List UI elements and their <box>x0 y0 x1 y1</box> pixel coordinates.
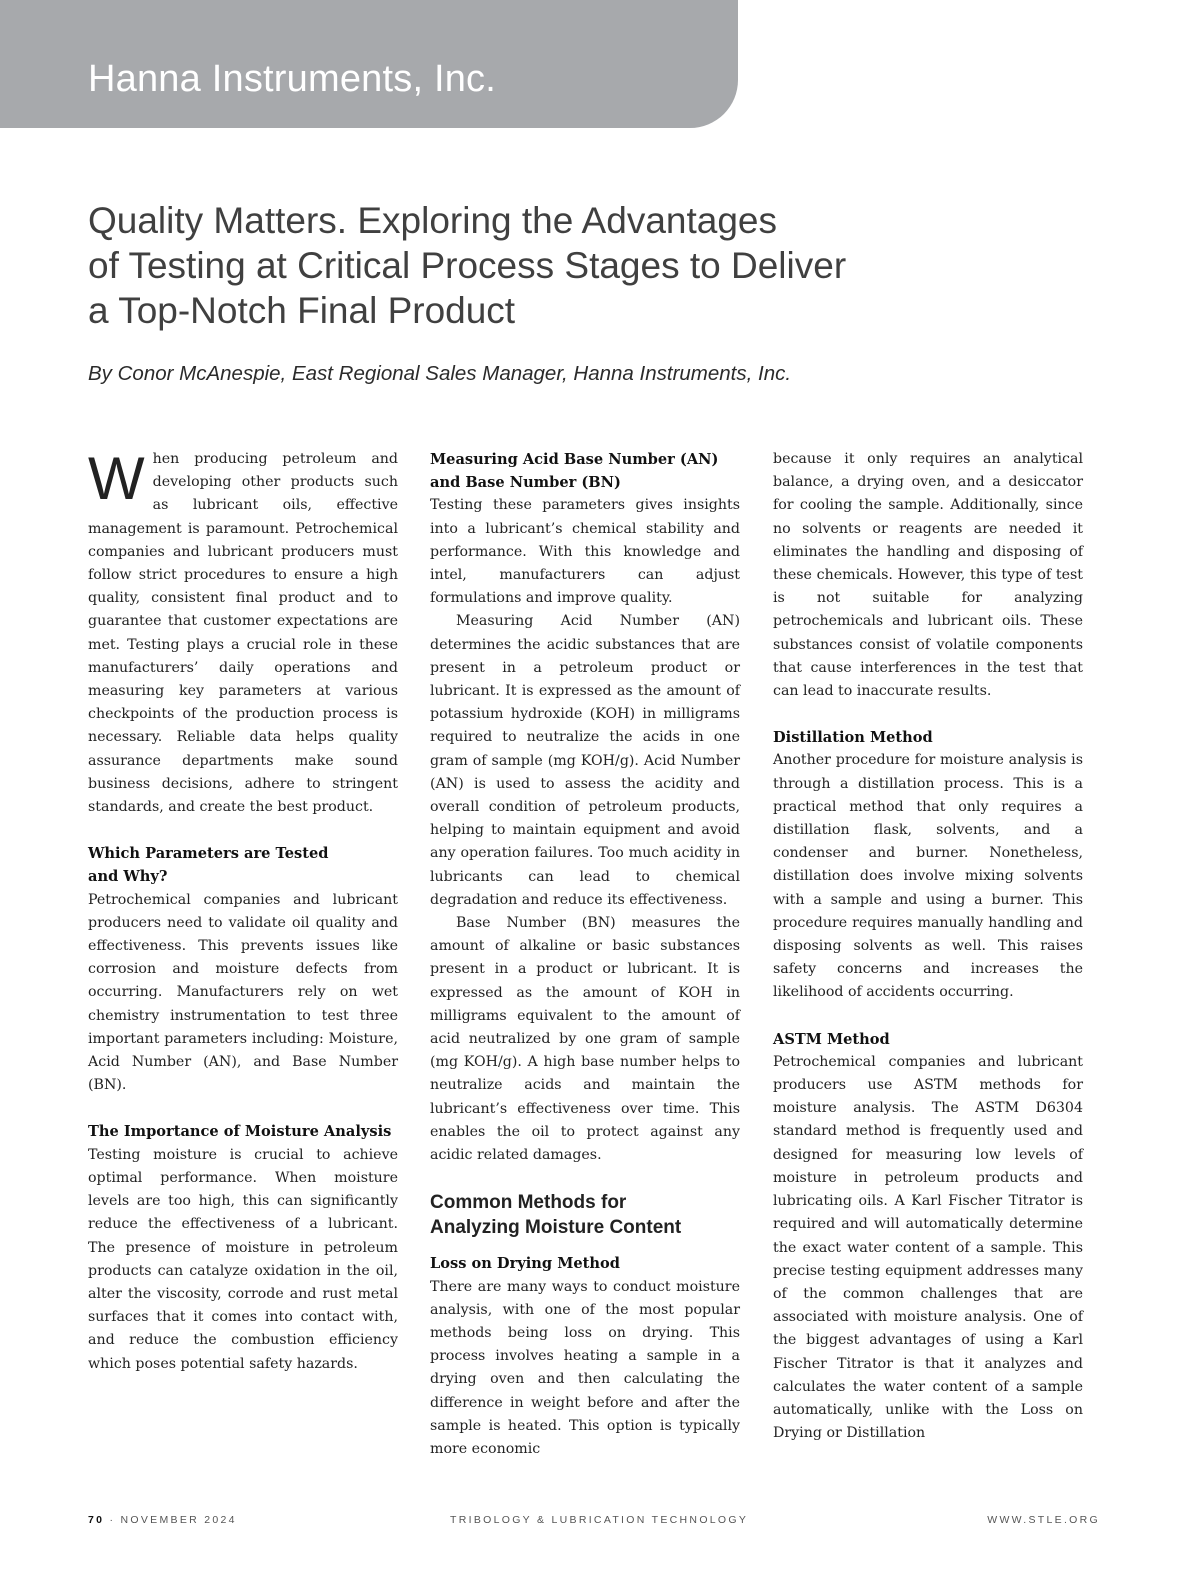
intro-text: hen producing petroleum and developing other products such as lubricant oils, effective management is paramount. Petrochemical companies and lubricant producers must follow strict procedures to ensure a high quality, consistent final product and to guarantee that customer expectations are met. Testing plays a crucial role in these manufacturers’ daily operations and measuring key parameters at various checkpoints of the production process is necessary. Reliable data helps quality assurance departments make sound business decisions, adhere to stringent standards, and create the best product. <box>88 451 398 816</box>
section-heading-parameters <box>88 842 398 888</box>
footer-page-info <box>88 1514 237 1526</box>
issue-date: NOVEMBER 2024 <box>120 1514 237 1526</box>
paragraph: Measuring Acid Number (AN) determines the acidic substances that are present in a petroleum product or lubricant. It is expressed as the amount of potassium hydroxide (KOH) in milligrams required to neutralize the acids in one gram of sample (mg KOH/g). Acid Number (AN) is used to assess the acidity and overall condition of petroleum products, helping to maintain equipment and avoid any operation failures. Too much acidity in lubricants can lead to chemical degradation and reduce its effectiveness. <box>430 613 740 908</box>
header-banner <box>0 0 738 128</box>
heading-line: and Why? <box>88 868 168 886</box>
page-footer <box>88 1514 1100 1530</box>
heading-line: Common Methods for <box>430 1192 627 1214</box>
paragraph: Another procedure for moisture analysis is through a distillation process. This is a practical method that only requires a distillation flask, solvents, and a condenser and burner. Nonetheless, distillation does involve mixing solvents with a sample and using a burner. This procedure requires manually handling and disposing solvents as well. This raises safety concerns and increases the likelihood of accidents occurring. <box>773 752 1083 1001</box>
headline-line: Quality Matters. Exploring the Advantages <box>88 200 777 241</box>
intro-paragraph <box>88 445 398 819</box>
column-3 <box>773 448 1083 1445</box>
website-url: WWW.STLE.ORG <box>987 1514 1100 1526</box>
paragraph: Testing moisture is crucial to achieve optimal performance. When moisture levels are too high, this can significantly reduce the effectiveness of a lubricant. The presence of moisture in petroleum products can catalyze oxidation in the oil, alter the viscosity, corrode and rust metal surfaces that it comes into contact with, and reduce the combustion efficiency which poses potential safety hazards. <box>88 1146 398 1372</box>
headline-line: of Testing at Critical Process Stages to Deliver <box>88 245 847 286</box>
paragraph: There are many ways to conduct moisture analysis, with one of the most popular methods being loss on drying. This process involves heating a sample in a drying oven and then calculating the difference in weight before and after the sample is heated. This option is typically more economic <box>430 1278 740 1457</box>
heading-line: Which Parameters are Tested <box>88 845 329 863</box>
paragraph: Testing these parameters gives insights into a lubricant’s chemical stability and performance. With this knowledge and intel, manufacturers can adjust formulations and improve quality. <box>430 497 740 607</box>
paragraph: Petrochemical companies and lubricant producers need to validate oil quality and effectiveness. This prevents issues like corrosion and moisture defects from occurring. Manufacturers rely on wet chemistry instrumentation to test three important parameters including: Moisture, Acid Number (AN), and Base Number (BN). <box>88 891 398 1094</box>
paragraph: Petrochemical companies and lubricant producers use ASTM methods for moisture analysis. The ASTM D6304 standard method is frequently used and designed for measuring low levels of moisture in petroleum products and lubricating oils. A Karl Fischer Titrator is required and will automatically determine the exact water content of a sample. This precise testing equipment addresses many of the common challenges that are associated with moisture analysis. One of the biggest advantages of using a Karl Fischer Titrator is that it analyzes and calculates the water content of a sample automatically, unlike with the Loss on Drying or Distillation <box>773 1053 1083 1442</box>
column-1 <box>88 445 398 1376</box>
magazine-name: TRIBOLOGY & LUBRICATION TECHNOLOGY <box>450 1514 749 1526</box>
section-heading-moisture: The Importance of Moisture Analysis <box>88 1123 392 1141</box>
byline: By Conor McAnespie, East Regional Sales Manager, Hanna Instruments, Inc. <box>88 362 792 385</box>
section-heading-an-bn <box>430 448 740 494</box>
company-name: Hanna Instruments, Inc. <box>88 58 497 100</box>
heading-line: Analyzing Moisture Content <box>430 1217 682 1239</box>
section-heading-methods <box>430 1190 740 1240</box>
footer-separator: · <box>109 1514 116 1526</box>
heading-line: and Base Number (BN) <box>430 474 621 492</box>
paragraph: because it only requires an analytical balance, a drying oven, and a desiccator for cooling the sample. Additionally, since no solvents or reagents are needed it eliminates the handling and disposing of these chemicals. However, this type of test is not suitable for analyzing petrochemicals and lubricant oils. These substances consist of volatile components that cause interferences in the test that can lead to inaccurate results. <box>773 451 1083 700</box>
heading-line: Measuring Acid Base Number (AN) <box>430 451 719 468</box>
section-heading-astm: ASTM Method <box>773 1030 890 1048</box>
article-headline <box>88 198 908 333</box>
section-heading-loss-on-drying: Loss on Drying Method <box>430 1255 620 1273</box>
headline-line: a Top-Notch Final Product <box>88 290 516 331</box>
section-heading-distillation: Distillation Method <box>773 729 933 747</box>
column-2 <box>430 448 740 1461</box>
page-number: 70 <box>88 1514 105 1526</box>
drop-cap: W <box>88 445 145 512</box>
paragraph: Base Number (BN) measures the amount of alkaline or basic substances present in a product or lubricant. It is expressed as the amount of KOH in milligrams equivalent to the amount of acid neutralized by one gram of sample (mg KOH/g). A high base number helps to neutralize acids and maintain the lubricant’s effectiveness over time. This enables the oil to protect against any acidic related damages. <box>430 915 740 1164</box>
